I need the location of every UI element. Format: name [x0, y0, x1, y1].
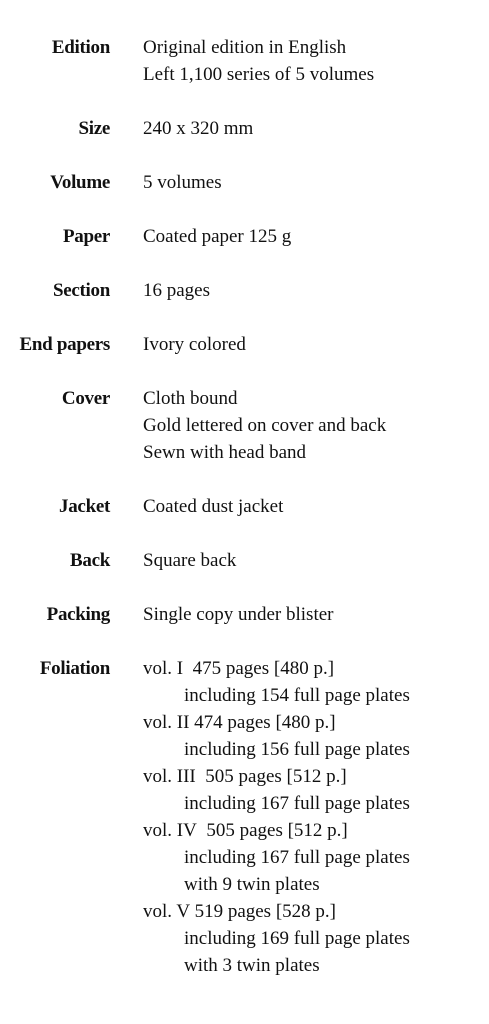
- volume-line: vol. III 505 pages [512 p.]: [143, 766, 347, 787]
- spec-label: Size: [78, 118, 110, 139]
- spec-line: Original edition in English: [143, 37, 347, 58]
- spec-line: Gold lettered on cover and back: [143, 415, 387, 436]
- spec-row-packing: [0, 601, 489, 628]
- spec-value: [143, 331, 246, 358]
- plates-line: including 156 full page plates: [184, 739, 410, 760]
- spec-row-end-papers: [0, 331, 489, 358]
- spec-table: [0, 34, 489, 1006]
- spec-value: [143, 277, 210, 304]
- spec-label: Jacket: [59, 496, 110, 517]
- spec-value: [143, 223, 291, 250]
- spec-line: Coated paper 125 g: [143, 226, 292, 247]
- plates-line: including 167 full page plates: [184, 793, 410, 814]
- twin-plates-line: with 9 twin plates: [184, 874, 320, 895]
- spec-row-volume: [0, 169, 489, 196]
- spec-line: Coated dust jacket: [143, 496, 284, 517]
- spec-line: Square back: [143, 550, 237, 571]
- spec-line: Sewn with head band: [143, 442, 307, 463]
- spec-label: Packing: [46, 604, 110, 625]
- spec-line: 16 pages: [143, 280, 211, 301]
- spec-value: [143, 34, 374, 88]
- spec-line: Single copy under blister: [143, 604, 334, 625]
- spec-line: 240 x 320 mm: [143, 118, 254, 139]
- spec-label: End papers: [19, 334, 110, 355]
- twin-plates-line: with 3 twin plates: [184, 955, 320, 976]
- volume-line: vol. II 474 pages [480 p.]: [143, 712, 336, 733]
- spec-row-cover: [0, 385, 489, 466]
- spec-value: [143, 655, 410, 979]
- spec-line: Ivory colored: [143, 334, 246, 355]
- spec-label: Volume: [50, 172, 110, 193]
- spec-label: Back: [70, 550, 110, 571]
- spec-row-jacket: [0, 493, 489, 520]
- spec-row-edition: [0, 34, 489, 88]
- volume-line: vol. IV 505 pages [512 p.]: [143, 820, 348, 841]
- spec-row-size: [0, 115, 489, 142]
- spec-label: Edition: [51, 37, 110, 58]
- spec-line: Cloth bound: [143, 388, 238, 409]
- spec-row-foliation: [0, 655, 489, 979]
- spec-label: Section: [52, 280, 110, 301]
- spec-label: Cover: [61, 388, 110, 409]
- spec-line: Left 1,100 series of 5 volumes: [143, 64, 375, 85]
- plates-line: including 154 full page plates: [184, 685, 410, 706]
- spec-value: [143, 547, 236, 574]
- spec-label: Paper: [62, 226, 110, 247]
- spec-line: 5 volumes: [143, 172, 222, 193]
- spec-value: [143, 385, 386, 466]
- plates-line: including 167 full page plates: [184, 847, 410, 868]
- plates-line: including 169 full page plates: [184, 928, 410, 949]
- spec-label: Foliation: [39, 658, 110, 679]
- spec-value: [143, 115, 253, 142]
- spec-row-paper: [0, 223, 489, 250]
- spec-row-back: [0, 547, 489, 574]
- volume-line: vol. I 475 pages [480 p.]: [143, 658, 335, 679]
- spec-value: [143, 493, 283, 520]
- spec-value: [143, 601, 334, 628]
- spec-value: [143, 169, 222, 196]
- spec-row-section: [0, 277, 489, 304]
- volume-line: vol. V 519 pages [528 p.]: [143, 901, 336, 922]
